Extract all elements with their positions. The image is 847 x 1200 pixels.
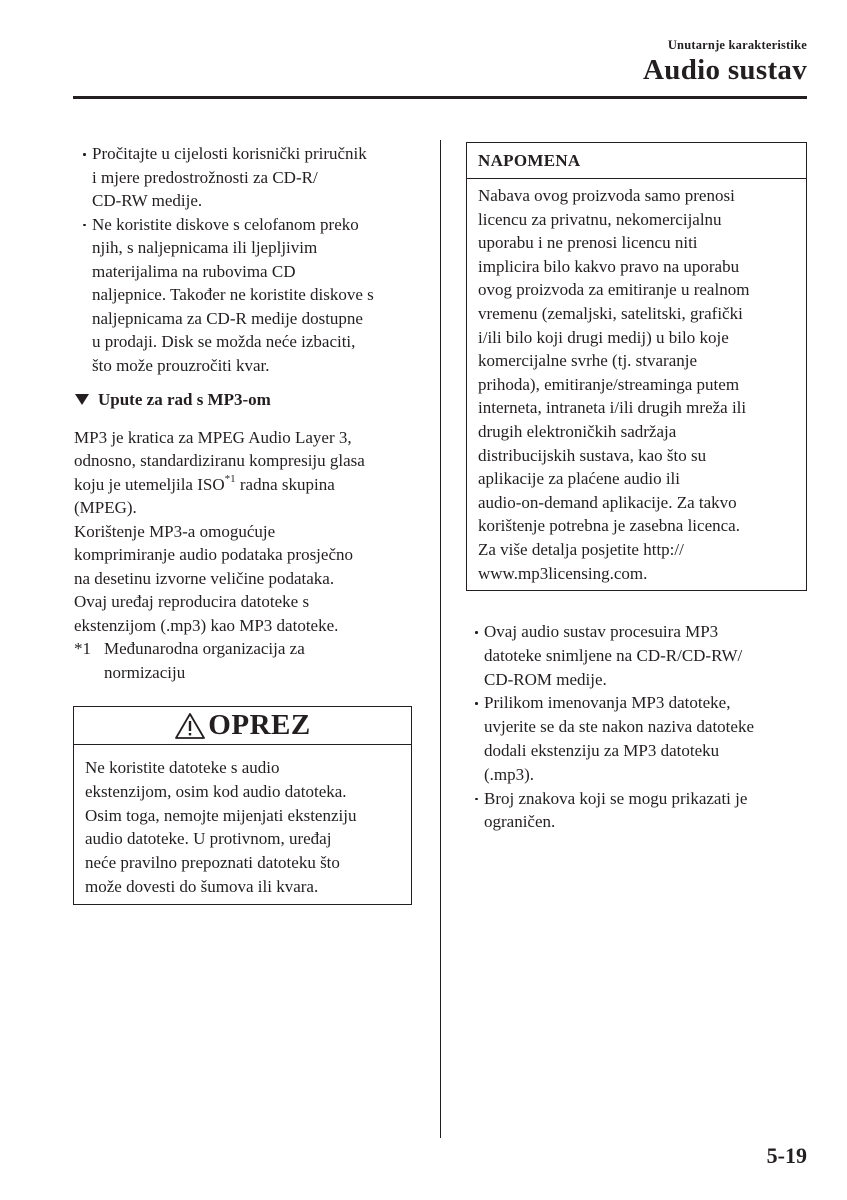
text-line xyxy=(74,473,422,497)
header-rule xyxy=(73,96,807,99)
caution-body xyxy=(74,745,411,899)
text-line: Broj znakova koji se mogu prikazati je xyxy=(484,788,748,808)
text-line: materijalima na rubovima CD xyxy=(92,261,296,281)
text-line: aplikacije za plaćene audio ili xyxy=(478,469,681,489)
text-segment: koju je utemeljila ISO xyxy=(74,474,225,494)
text-line: Pročitajte u cijelosti korisnički priručnik xyxy=(92,144,367,163)
text-line: komercijalne svrhe (tj. stvaranje xyxy=(478,351,698,371)
text-line: normizaciju xyxy=(104,662,186,682)
list-item xyxy=(466,620,808,691)
subheading-text: Upute za rad s MP3-om xyxy=(98,390,271,409)
text-line: u prodaji. Disk se možda neće izbaciti, xyxy=(92,332,356,351)
text-line: uporabu i ne prenosi licencu niti xyxy=(478,233,698,253)
text-line: Osim toga, nemojte mijenjati ekstenziju xyxy=(85,805,357,825)
text-line: Ne koristite datoteke s audio xyxy=(85,758,280,777)
bullet-icon xyxy=(466,691,484,786)
text-line: odnosno, standardiziranu kompresiju glasa xyxy=(74,451,365,470)
text-line: datoteke snimljene na CD-R/CD-RW/ xyxy=(484,645,743,665)
list-item xyxy=(74,213,422,378)
text-line: ekstenzijom, osim kod audio datoteka. xyxy=(85,781,347,801)
text-line: drugih elektroničkih sadržaja xyxy=(478,421,677,441)
text-line: audio datoteke. U protivnom, uređaj xyxy=(85,829,332,849)
text-line: na desetinu izvorne veličine podataka. xyxy=(74,568,335,588)
text-line: Ovaj audio sustav procesuira MP3 xyxy=(484,622,719,641)
text-line: MP3 je kratica za MPEG Audio Layer 3, xyxy=(74,427,352,447)
caution-title: OPREZ xyxy=(208,709,311,741)
text-line: ekstenzijom (.mp3) kao MP3 datoteke. xyxy=(74,615,339,635)
text-line: i/ili bilo koji drugi medij) u bilo koje xyxy=(478,327,729,347)
triangle-down-icon xyxy=(75,394,89,405)
text-line: CD-RW medije. xyxy=(92,191,203,210)
text-line: što može prouzročiti kvar. xyxy=(92,355,270,375)
footnote-mark: *1 xyxy=(74,639,91,658)
text-line: audio-on-demand aplikacije. Za takvo xyxy=(478,492,737,512)
text-line: uvjerite se da ste nakon naziva datoteke xyxy=(484,717,754,737)
left-column xyxy=(74,142,422,684)
warning-triangle-icon xyxy=(174,712,206,740)
footnote xyxy=(74,637,422,684)
notice-box xyxy=(466,142,807,591)
text-line: implicira bilo kakvo pravo na uporabu xyxy=(478,256,740,276)
bullet-icon xyxy=(466,787,484,835)
text-line: može dovesti do šumova ili kvara. xyxy=(85,876,319,896)
text-line: vremenu (zemaljski, satelitski, grafički xyxy=(478,303,743,323)
text-line: interneta, intraneta i/ili drugih mreža ili xyxy=(478,398,747,418)
page-number: 5-19 xyxy=(766,1143,807,1168)
text-line: Korištenje MP3-a omogućuje xyxy=(74,521,276,541)
text-line: komprimiranje audio podataka prosječno xyxy=(74,545,353,564)
list-item xyxy=(466,691,808,786)
text-line: distribucijskih sustava, kao što su xyxy=(478,445,707,465)
text-line: dodali ekstenziju za MP3 datoteku xyxy=(484,740,720,760)
text-line: Za više detalja posjetite http:// xyxy=(478,539,684,559)
list-item xyxy=(466,787,808,835)
column-divider xyxy=(440,140,441,1138)
text-line: ograničen. xyxy=(484,812,556,832)
text-line: (MPEG). xyxy=(74,498,137,517)
text-line: Ne koristite diskove s celofanom preko xyxy=(92,214,359,234)
text-line: naljepnice. Također ne koristite diskove s xyxy=(92,285,374,304)
paragraph-mp3-usage xyxy=(74,520,422,638)
bullet-icon xyxy=(74,142,92,213)
text-line: njih, s naljepnicama ili ljepljivim xyxy=(92,238,318,257)
text-line: Međunarodna organizacija za xyxy=(104,639,305,658)
text-line: www.mp3licensing.com. xyxy=(478,563,648,583)
bullet-icon xyxy=(466,620,484,691)
bullet-icon xyxy=(74,213,92,378)
text-line: naljepnicama za CD-R medije dostupne xyxy=(92,308,363,328)
footnote-ref: *1 xyxy=(224,472,236,485)
text-line: neće pravilno prepoznati datoteku što xyxy=(85,853,340,873)
notice-title: NAPOMENA xyxy=(467,143,806,179)
text-line: licencu za privatnu, nekomercijalnu xyxy=(478,209,722,229)
caution-box xyxy=(73,706,412,905)
notice-body xyxy=(467,179,806,585)
text-line: CD-ROM medije. xyxy=(484,669,607,689)
text-line: prihoda), emitiranje/streaminga putem xyxy=(478,374,740,394)
text-line: Prilikom imenovanja MP3 datoteke, xyxy=(484,693,731,713)
text-line: korištenje potrebna je zasebna licenca. xyxy=(478,516,740,536)
right-bullet-list xyxy=(466,620,808,834)
text-line: Nabava ovog proizvoda samo prenosi xyxy=(478,186,735,205)
section-label: Unutarnje karakteristike xyxy=(667,38,807,52)
text-line: i mjere predostrožnosti za CD-R/ xyxy=(92,167,318,187)
section-subheading xyxy=(74,388,422,412)
caution-header xyxy=(74,707,411,745)
list-item xyxy=(74,142,422,213)
text-line: Ovaj uređaj reproducira datoteke s xyxy=(74,592,310,611)
text-line: ovog proizvoda za emitiranje u realnom xyxy=(478,280,750,300)
text-segment: radna skupina xyxy=(235,474,335,494)
paragraph-mp3-definition xyxy=(74,426,422,520)
page-title: Audio sustav xyxy=(643,54,807,86)
text-line: (.mp3). xyxy=(484,764,535,784)
